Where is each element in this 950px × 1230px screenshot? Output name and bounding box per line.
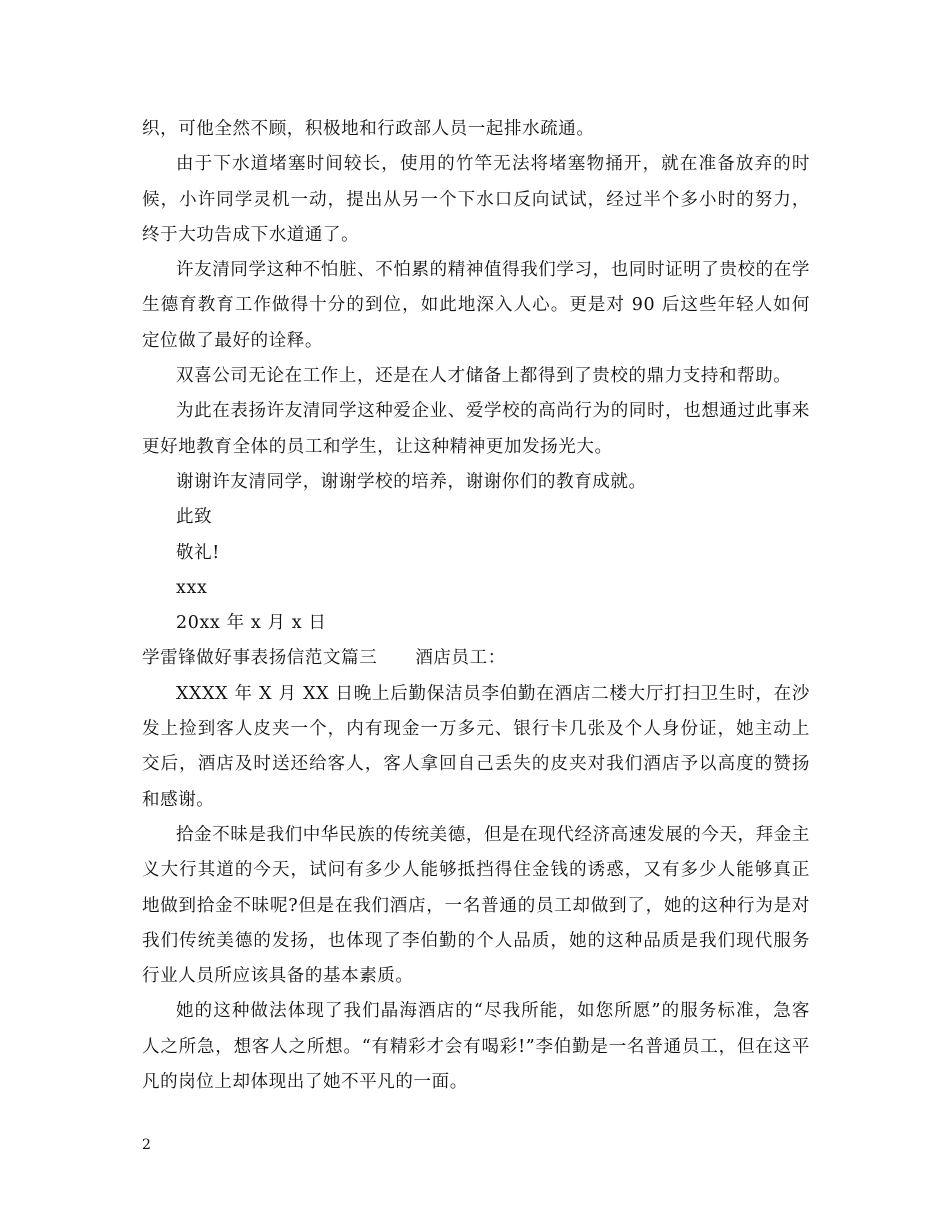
paragraph: 拾金不昧是我们中华民族的传统美德，但是在现代经济高速发展的今天，拜金主义大行其道的今天，试问有多少人能够抵挡得住金钱的诱惑，又有多少人能够真正地做到拾金不昧呢?但是在我们酒店，一名普通的员工却做到了，她的这种行为是对我们传统美德的发扬，也体现了李伯勤的个人品质，她的这种品质是我们现代服务行业人员所应该具备的基本素质。 bbox=[142, 824, 810, 987]
date-line: 20xx 年 x 月 x 日 bbox=[176, 613, 327, 634]
paragraph: 双喜公司无论在工作上，还是在人才储备上都得到了贵校的鼎力支持和帮助。 bbox=[176, 366, 792, 387]
signature: xxx bbox=[176, 577, 208, 598]
document-body bbox=[142, 112, 810, 1100]
paragraph: 她的这种做法体现了我们晶海酒店的“尽我所能，如您所愿”的服务标准，急客人之所急，想客人之所想。“有精彩才会有喝彩!”李伯勤是一名普通员工，但在这平凡的岗位上却体现出了她不平凡的一面。 bbox=[142, 1001, 810, 1093]
closing-line: 此致 bbox=[176, 507, 213, 528]
paragraph-continuation: 织，可他全然不顾，积极地和行政部人员一起排水疏通。 bbox=[142, 119, 595, 139]
paragraph: 由于下水道堵塞时间较长，使用的竹竿无法将堵塞物捅开，就在准备放弃的时候，小许同学灵机一动，提出从另一个下水口反向试试，经过半个多小时的努力，终于大功告成下水道通了。 bbox=[142, 154, 810, 245]
section-heading bbox=[142, 641, 810, 676]
paragraph: 为此在表扬许友清同学这种爱企业、爱学校的高尚行为的同时，也想通过此事来更好地教育全体的员工和学生，让这种精神更加发扬光大。 bbox=[142, 401, 810, 457]
paragraph: 许友清同学这种不怕脏、不怕累的精神值得我们学习，也同时证明了贵校的在学生德育教育工作做得十分的到位，如此地深入人心。更是对 90 后这些年轻人如何定位做了最好的诠释。 bbox=[142, 260, 810, 351]
paragraph: XXXX 年 X 月 XX 日晚上后勤保洁员李伯勤在酒店二楼大厅打扫卫生时，在沙发上捡到客人皮夹一个，内有现金一万多元、银行卡几张及个人身份证，她主动上交后，酒店及时送还给客人，客人拿回自己丢失的皮夹对我们酒店予以高度的赞扬和感谢。 bbox=[142, 683, 810, 810]
paragraph: 谢谢许友清同学，谢谢学校的培养，谢谢你们的教育成就。 bbox=[176, 471, 647, 492]
closing-line: 敬礼! bbox=[176, 542, 220, 563]
page-number: 2 bbox=[142, 1137, 151, 1153]
salutation: 酒店员工： bbox=[415, 648, 506, 669]
section-title: 学雷锋做好事表扬信范文篇三 bbox=[142, 648, 378, 669]
